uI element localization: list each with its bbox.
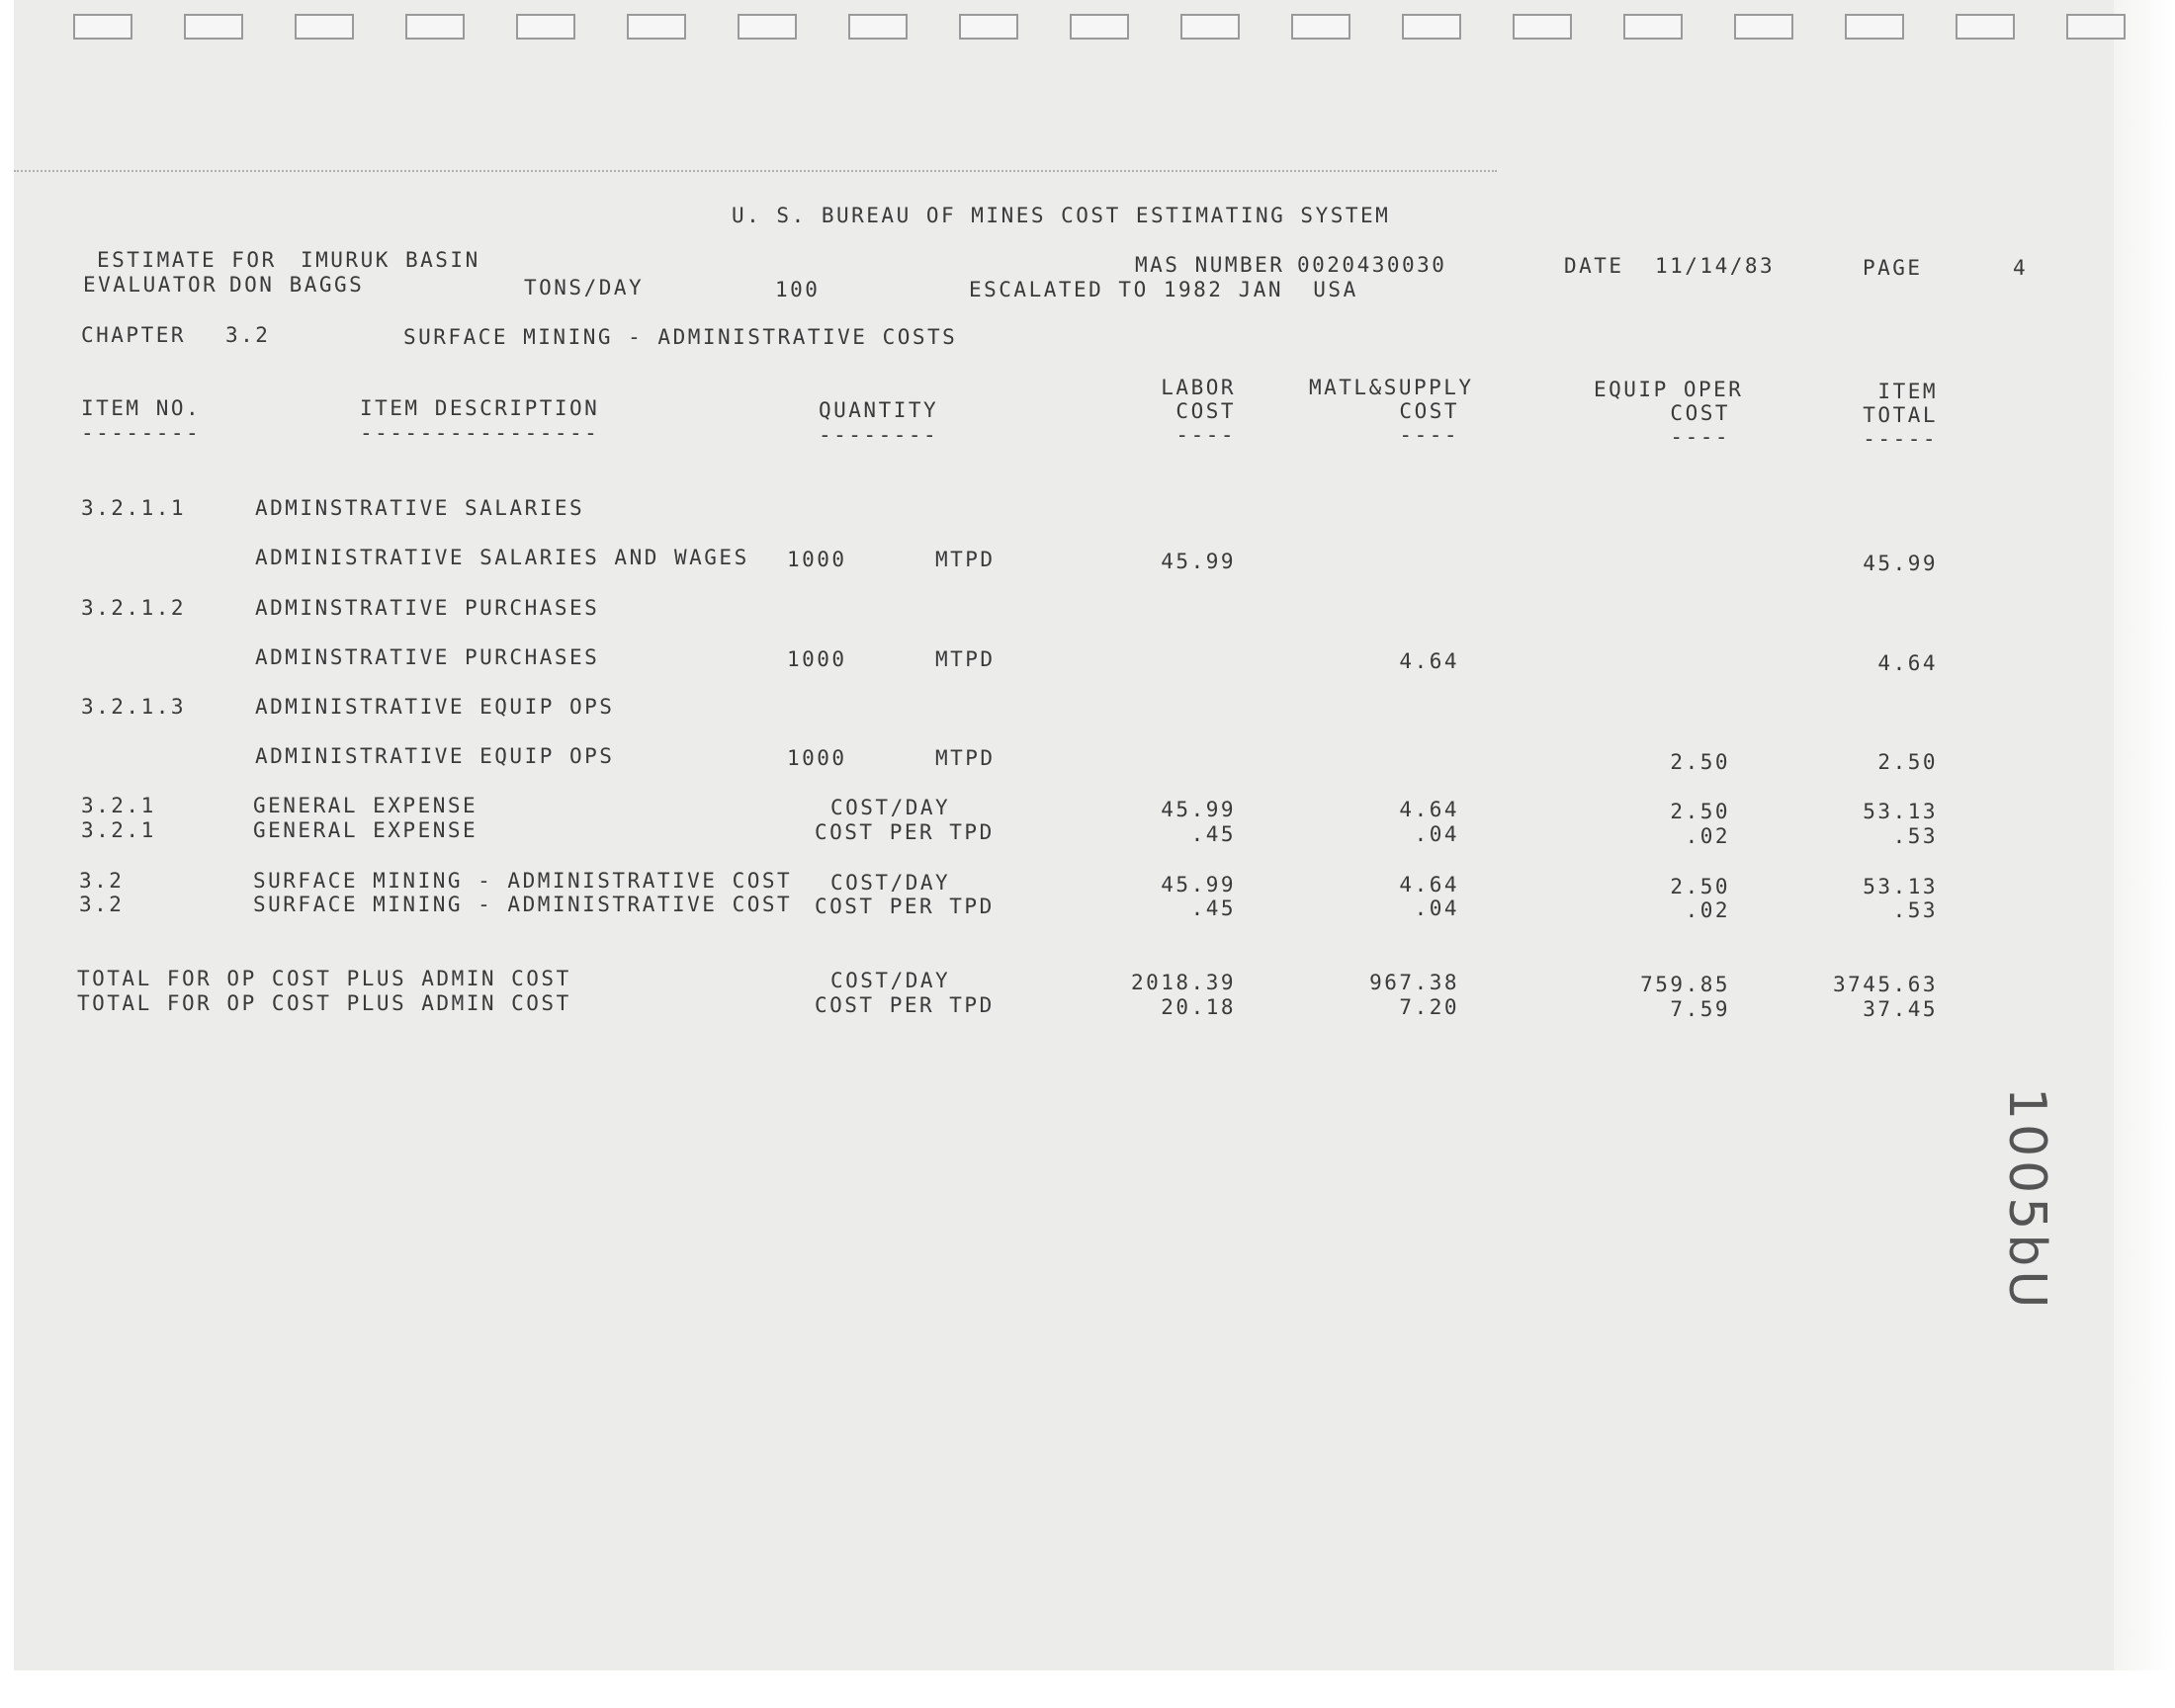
item-description: ADMINISTRATIVE EQUIP OPS xyxy=(255,744,615,768)
feed-hole xyxy=(738,14,797,40)
feed-hole xyxy=(405,14,465,40)
underline-quantity: -------- xyxy=(819,423,939,447)
item-heading: ADMINISTRATIVE EQUIP OPS xyxy=(255,695,615,719)
feed-hole xyxy=(1956,14,2015,40)
summary-labor-cost: 45.99 xyxy=(1161,873,1236,897)
margin-stamp: 1005bU xyxy=(1997,1087,2056,1313)
item-unit: MTPD xyxy=(935,647,996,671)
feed-hole xyxy=(1291,14,1350,40)
chapter-number: 3.2 xyxy=(225,323,271,347)
item-total: 45.99 xyxy=(1863,552,1938,575)
col-labor-cost-2: COST xyxy=(1175,399,1236,423)
summary-matl-cost: 4.64 xyxy=(1399,798,1459,821)
evaluator-label: EVALUATOR xyxy=(83,273,218,297)
feed-hole xyxy=(1734,14,1793,40)
summary-basis: COST PER TPD xyxy=(815,895,995,918)
grand-total-description: TOTAL FOR OP COST PLUS ADMIN COST xyxy=(77,967,571,990)
summary-labor-cost: 45.99 xyxy=(1161,798,1236,821)
grand-total-item-total: 37.45 xyxy=(1863,997,1938,1021)
col-item-total-1: ITEM xyxy=(1877,380,1938,403)
date-label: DATE xyxy=(1564,254,1624,278)
feed-hole xyxy=(73,14,132,40)
mas-number-value: 0020430030 xyxy=(1297,253,1447,277)
summary-basis: COST PER TPD xyxy=(815,820,995,844)
tractor-feed-holes xyxy=(73,14,2130,47)
col-equip-cost-2: COST xyxy=(1670,401,1730,425)
item-quantity: 1000 xyxy=(787,647,847,671)
summary-item-number: 3.2.1 xyxy=(81,794,156,817)
underline-total: ----- xyxy=(1863,427,1938,451)
summary-basis: COST/DAY xyxy=(830,871,951,895)
escalation-note: ESCALATED TO 1982 JAN USA xyxy=(969,278,1358,301)
grand-total-labor-cost: 2018.39 xyxy=(1130,971,1236,994)
tons-day-value: 100 xyxy=(775,278,821,301)
summary-total: .53 xyxy=(1892,824,1938,848)
chapter-label: CHAPTER xyxy=(81,323,187,347)
report-title: U. S. BUREAU OF MINES COST ESTIMATING SYSTEM xyxy=(732,204,1391,227)
grand-total-basis: COST PER TPD xyxy=(815,993,995,1017)
feed-hole xyxy=(1180,14,1240,40)
summary-total: 53.13 xyxy=(1863,875,1938,898)
summary-item-number: 3.2 xyxy=(79,869,125,893)
summary-description: GENERAL EXPENSE xyxy=(253,794,478,817)
summary-basis: COST/DAY xyxy=(830,796,951,819)
col-item-no: ITEM NO. xyxy=(81,396,202,420)
underline-item-no: -------- xyxy=(81,421,202,445)
sheet-edge xyxy=(2114,0,2175,1708)
tons-day-label: TONS/DAY xyxy=(524,276,645,299)
feed-hole xyxy=(1845,14,1904,40)
item-matl-cost: 4.64 xyxy=(1399,649,1459,673)
item-labor-cost: 45.99 xyxy=(1161,550,1236,573)
item-description: ADMINISTRATIVE SALARIES AND WAGES xyxy=(255,546,749,569)
grand-total-labor-cost: 20.18 xyxy=(1161,995,1236,1019)
summary-matl-cost: 4.64 xyxy=(1399,873,1459,897)
feed-hole xyxy=(959,14,1018,40)
item-total: 4.64 xyxy=(1877,651,1938,675)
summary-equip-cost: .02 xyxy=(1685,824,1730,848)
summary-description: SURFACE MINING - ADMINISTRATIVE COST xyxy=(253,869,793,893)
sheet-bottom-edge xyxy=(0,1670,2175,1708)
summary-item-number: 3.2.1 xyxy=(81,818,156,842)
summary-description: GENERAL EXPENSE xyxy=(253,818,478,842)
item-unit: MTPD xyxy=(935,746,996,770)
feed-hole xyxy=(184,14,243,40)
col-quantity: QUANTITY xyxy=(819,398,939,422)
underline-labor: ---- xyxy=(1175,423,1236,447)
grand-total-matl-cost: 967.38 xyxy=(1369,971,1459,994)
item-equip-cost: 2.50 xyxy=(1670,750,1730,774)
underline-matl: ---- xyxy=(1399,423,1459,447)
feed-hole xyxy=(516,14,575,40)
chapter-title: SURFACE MINING - ADMINISTRATIVE COSTS xyxy=(403,325,958,349)
feed-hole xyxy=(295,14,354,40)
item-heading: ADMINSTRATIVE PURCHASES xyxy=(255,596,600,620)
item-number: 3.2.1.1 xyxy=(81,496,187,520)
summary-labor-cost: .45 xyxy=(1190,897,1236,920)
summary-equip-cost: 2.50 xyxy=(1670,875,1730,898)
page-number: 4 xyxy=(2013,256,2029,280)
col-item-total-2: TOTAL xyxy=(1863,403,1938,427)
item-heading: ADMINSTRATIVE SALARIES xyxy=(255,496,585,520)
summary-total: 53.13 xyxy=(1863,800,1938,823)
grand-total-item-total: 3745.63 xyxy=(1832,973,1938,996)
estimate-for-value: IMURUK BASIN xyxy=(301,248,480,272)
date-value: 11/14/83 xyxy=(1655,254,1776,278)
feed-hole xyxy=(1513,14,1572,40)
summary-labor-cost: .45 xyxy=(1190,822,1236,846)
col-labor-cost-1: LABOR xyxy=(1161,376,1236,399)
estimate-for-label: ESTIMATE FOR xyxy=(97,248,277,272)
summary-matl-cost: .04 xyxy=(1414,897,1459,920)
item-number: 3.2.1.3 xyxy=(81,695,187,719)
evaluator-value: DON BAGGS xyxy=(229,273,365,297)
underline-equip: ---- xyxy=(1670,425,1730,449)
summary-matl-cost: .04 xyxy=(1414,822,1459,846)
feed-hole xyxy=(1402,14,1461,40)
feed-hole xyxy=(1623,14,1683,40)
feed-hole xyxy=(848,14,908,40)
feed-hole xyxy=(1070,14,1129,40)
summary-equip-cost: .02 xyxy=(1685,898,1730,922)
perforation-line xyxy=(14,170,1497,172)
feed-hole xyxy=(2066,14,2126,40)
col-item-description: ITEM DESCRIPTION xyxy=(360,396,600,420)
item-description: ADMINSTRATIVE PURCHASES xyxy=(255,645,600,669)
item-total: 2.50 xyxy=(1877,750,1938,774)
grand-total-basis: COST/DAY xyxy=(830,969,951,992)
col-equip-cost-1: EQUIP OPER xyxy=(1594,378,1744,401)
grand-total-description: TOTAL FOR OP COST PLUS ADMIN COST xyxy=(77,991,571,1015)
item-unit: MTPD xyxy=(935,548,996,571)
underline-description: ---------------- xyxy=(360,421,600,445)
item-quantity: 1000 xyxy=(787,548,847,571)
grand-total-equip-cost: 759.85 xyxy=(1640,973,1730,996)
item-number: 3.2.1.2 xyxy=(81,596,187,620)
summary-total: .53 xyxy=(1892,898,1938,922)
feed-hole xyxy=(627,14,686,40)
col-matl-cost-2: COST xyxy=(1399,399,1459,423)
item-quantity: 1000 xyxy=(787,746,847,770)
grand-total-equip-cost: 7.59 xyxy=(1670,997,1730,1021)
summary-equip-cost: 2.50 xyxy=(1670,800,1730,823)
grand-total-matl-cost: 7.20 xyxy=(1399,995,1459,1019)
mas-number-label: MAS NUMBER xyxy=(1135,253,1285,277)
summary-item-number: 3.2 xyxy=(79,893,125,916)
summary-description: SURFACE MINING - ADMINISTRATIVE COST xyxy=(253,893,793,916)
col-matl-cost-1: MATL&SUPPLY xyxy=(1309,376,1474,399)
page-label: PAGE xyxy=(1863,256,1923,280)
